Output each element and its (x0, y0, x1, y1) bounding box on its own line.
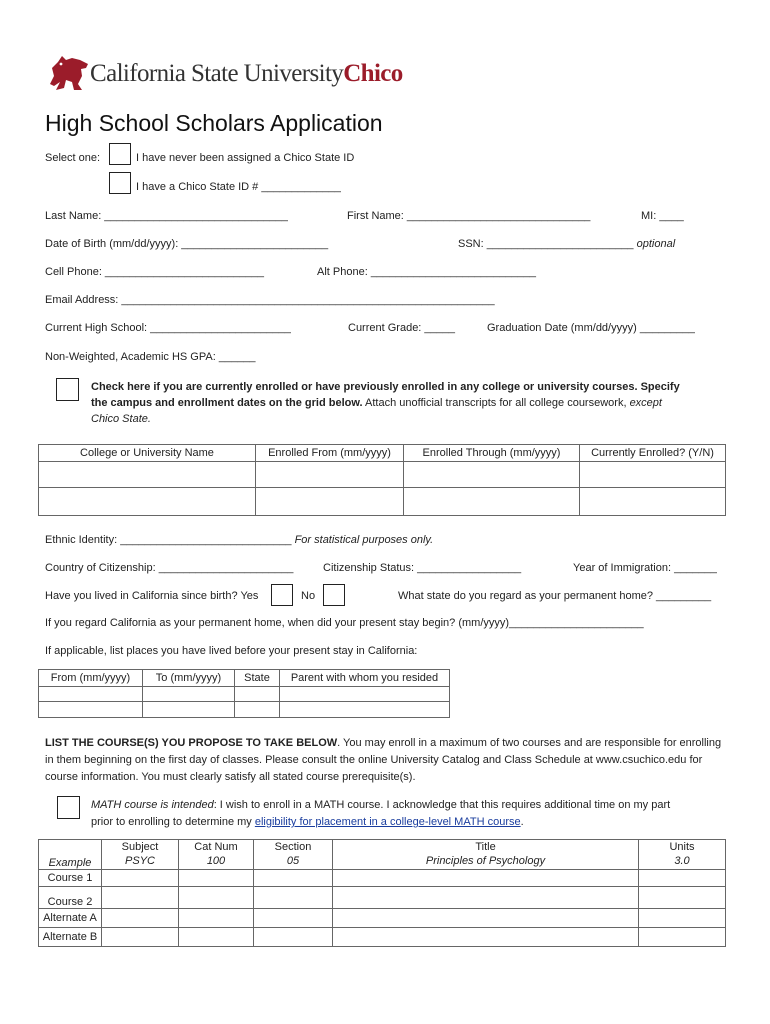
course-instructions-bold: LIST THE COURSE(S) YOU PROPOSE TO TAKE BELOW (45, 737, 338, 749)
catnum-cell[interactable] (179, 928, 254, 947)
college-name-cell[interactable] (39, 488, 256, 516)
to-cell[interactable] (143, 687, 235, 702)
section-cell[interactable] (254, 870, 333, 887)
math-course-statement (91, 797, 691, 831)
college-instructions-bold: Check here if you are currently enrolled or have previously enrolled in any college or university courses. Specify the campus and enrollment dates on the grid below. (91, 381, 680, 409)
from-cell[interactable] (39, 702, 143, 718)
section-cell[interactable] (254, 887, 333, 909)
state-cell[interactable] (235, 702, 280, 718)
subject-cell[interactable] (102, 887, 179, 909)
logo-university-name: California State University (90, 60, 344, 87)
college-name-cell[interactable] (39, 462, 256, 488)
college-enrolled-instructions (91, 379, 681, 427)
table-row (39, 702, 450, 718)
table-row (39, 887, 726, 909)
example-section: 05 (286, 855, 300, 867)
logo-chico: Chico (343, 60, 403, 87)
enrolled-from-cell[interactable] (256, 462, 404, 488)
last-name-field[interactable]: Last Name: ______________________________ (45, 210, 288, 222)
college-name-header: College or University Name (39, 445, 256, 462)
section-column (254, 840, 333, 870)
ssn-label: SSN: ________________________ (458, 238, 634, 250)
course-instructions-rest: . You may enroll in a maximum of two courses and are responsible for enrolling in them beginning on the first day of classes. Please consult the online University Catalog and Class Schedule at www.csuchico.edu for course information. You must clearly satisfy all stated course prerequisite(s). (45, 737, 722, 783)
currently-enrolled-cell[interactable] (580, 462, 726, 488)
college-instructions-italic: except Chico State. (91, 397, 662, 425)
never-assigned-id-label: I have never been assigned a Chico State ID (136, 152, 355, 164)
parent-cell[interactable] (280, 702, 450, 718)
ca-stay-begin-field[interactable]: If you regard California as your permanent home, when did your present stay begin? (mm/yyyy)______________________ (45, 617, 644, 629)
permanent-state-field[interactable]: What state do you regard as your permanent home? _________ (398, 590, 712, 602)
citizenship-status-field[interactable]: Citizenship Status: _________________ (323, 562, 522, 574)
to-cell[interactable] (143, 702, 235, 718)
places-lived-table (38, 669, 450, 718)
example-subject: PSYC (125, 855, 155, 867)
has-chico-id-checkbox[interactable] (109, 172, 131, 194)
ssn-optional-note: optional (636, 238, 676, 250)
state-cell[interactable] (235, 687, 280, 702)
ca-since-birth-no-checkbox[interactable] (323, 584, 345, 606)
enrolled-through-cell[interactable] (404, 462, 580, 488)
course-row-label: Course 1 (39, 870, 102, 887)
example-title: Principles of Psychology (425, 855, 546, 867)
math-placement-link[interactable]: eligibility for placement in a college-level MATH course (254, 816, 521, 828)
title-column (333, 840, 639, 870)
course-row-label: Course 2 (39, 887, 102, 909)
date-of-birth-field[interactable]: Date of Birth (mm/dd/yyyy): ________________________ (45, 238, 329, 250)
currently-enrolled-header: Currently Enrolled? (Y/N) (580, 445, 726, 462)
ssn-field[interactable] (458, 238, 675, 250)
table-row (39, 928, 726, 947)
example-units: 3.0 (674, 855, 690, 867)
currently-enrolled-cell[interactable] (580, 488, 726, 516)
logo-wordmark (90, 60, 403, 88)
math-course-checkbox[interactable] (57, 796, 80, 819)
enrolled-through-header: Enrolled Through (mm/yyyy) (404, 445, 580, 462)
never-assigned-id-checkbox[interactable] (109, 143, 131, 165)
table-row (39, 909, 726, 928)
cell-phone-field[interactable]: Cell Phone: __________________________ (45, 266, 264, 278)
course-row-label: Alternate B (39, 928, 102, 947)
units-header: Units (669, 841, 695, 853)
enrolled-from-header: Enrolled From (mm/yyyy) (256, 445, 404, 462)
email-field[interactable]: Email Address: _____________________________________________________________ (45, 294, 495, 306)
enrolled-through-cell[interactable] (404, 488, 580, 516)
table-row (39, 488, 726, 516)
course-instructions (45, 735, 728, 786)
subject-cell[interactable] (102, 870, 179, 887)
parent-header: Parent with whom you resided (280, 670, 450, 687)
section-cell[interactable] (254, 909, 333, 928)
math-course-end: . (520, 816, 524, 828)
country-of-citizenship-field[interactable]: Country of Citizenship: ______________________ (45, 562, 294, 574)
example-catnum: 100 (206, 855, 226, 867)
table-row (39, 462, 726, 488)
to-header: To (mm/yyyy) (143, 670, 235, 687)
college-enrolled-checkbox[interactable] (56, 378, 79, 401)
from-cell[interactable] (39, 687, 143, 702)
units-column (639, 840, 726, 870)
middle-initial-field[interactable]: MI: ____ (641, 210, 684, 222)
year-of-immigration-field[interactable]: Year of Immigration: _______ (573, 562, 717, 574)
title-cell[interactable] (333, 870, 639, 887)
units-cell[interactable] (639, 870, 726, 887)
has-chico-id-label[interactable]: I have a Chico State ID # _____________ (136, 181, 341, 193)
alt-phone-field[interactable]: Alt Phone: ___________________________ (317, 266, 536, 278)
catnum-cell[interactable] (179, 909, 254, 928)
title-header: Title (475, 841, 496, 853)
section-header: Section (274, 841, 312, 853)
parent-cell[interactable] (280, 687, 450, 702)
subject-cell[interactable] (102, 909, 179, 928)
ca-since-birth-label: Have you lived in California since birth? Yes (45, 590, 259, 602)
ca-since-birth-no-label: No (301, 590, 316, 602)
units-cell[interactable] (639, 928, 726, 947)
course-row-label: Alternate A (39, 909, 102, 928)
gpa-field[interactable]: Non-Weighted, Academic HS GPA: ______ (45, 351, 256, 363)
table-row (39, 870, 726, 887)
catnum-cell[interactable] (179, 870, 254, 887)
current-grade-field[interactable]: Current Grade: _____ (348, 322, 456, 334)
state-header: State (235, 670, 280, 687)
ca-since-birth-yes-checkbox[interactable] (271, 584, 293, 606)
places-lived-intro: If applicable, list places you have lived before your present stay in California: (45, 645, 418, 657)
select-one-label: Select one: (45, 152, 101, 164)
example-label: Example (39, 840, 102, 870)
subject-cell[interactable] (102, 928, 179, 947)
enrolled-from-cell[interactable] (256, 488, 404, 516)
college-instructions-rest: Attach unofficial transcripts for all college coursework, (362, 397, 630, 409)
math-course-italic: MATH course is intended (91, 799, 214, 811)
units-cell[interactable] (639, 909, 726, 928)
title-cell[interactable] (333, 909, 639, 928)
table-row (39, 687, 450, 702)
ethnic-identity-field[interactable] (45, 534, 433, 546)
catnum-cell[interactable] (179, 887, 254, 909)
graduation-date-field[interactable]: Graduation Date (mm/dd/yyyy) _________ (487, 322, 695, 334)
catnum-header: Cat Num (194, 841, 238, 853)
subject-header: Subject (121, 841, 159, 853)
ethnic-identity-note: For statistical purposes only. (294, 534, 434, 546)
title-cell[interactable] (333, 887, 639, 909)
section-cell[interactable] (254, 928, 333, 947)
subject-column (102, 840, 179, 870)
form-title: High School Scholars Application (45, 110, 383, 136)
catnum-column (179, 840, 254, 870)
from-header: From (mm/yyyy) (39, 670, 143, 687)
course-table (38, 839, 726, 947)
ethnic-identity-label: Ethnic Identity: ____________________________ (45, 534, 292, 546)
title-cell[interactable] (333, 928, 639, 947)
wildcat-mascot-icon (48, 54, 90, 92)
first-name-field[interactable]: First Name: ______________________________ (347, 210, 591, 222)
units-cell[interactable] (639, 887, 726, 909)
current-high-school-field[interactable]: Current High School: _______________________ (45, 322, 291, 334)
college-table (38, 444, 726, 516)
math-course-text: : I wish to enroll in a MATH course. I acknowledge that this requires additional time on my part prior to enrolling to determine my (91, 799, 671, 828)
